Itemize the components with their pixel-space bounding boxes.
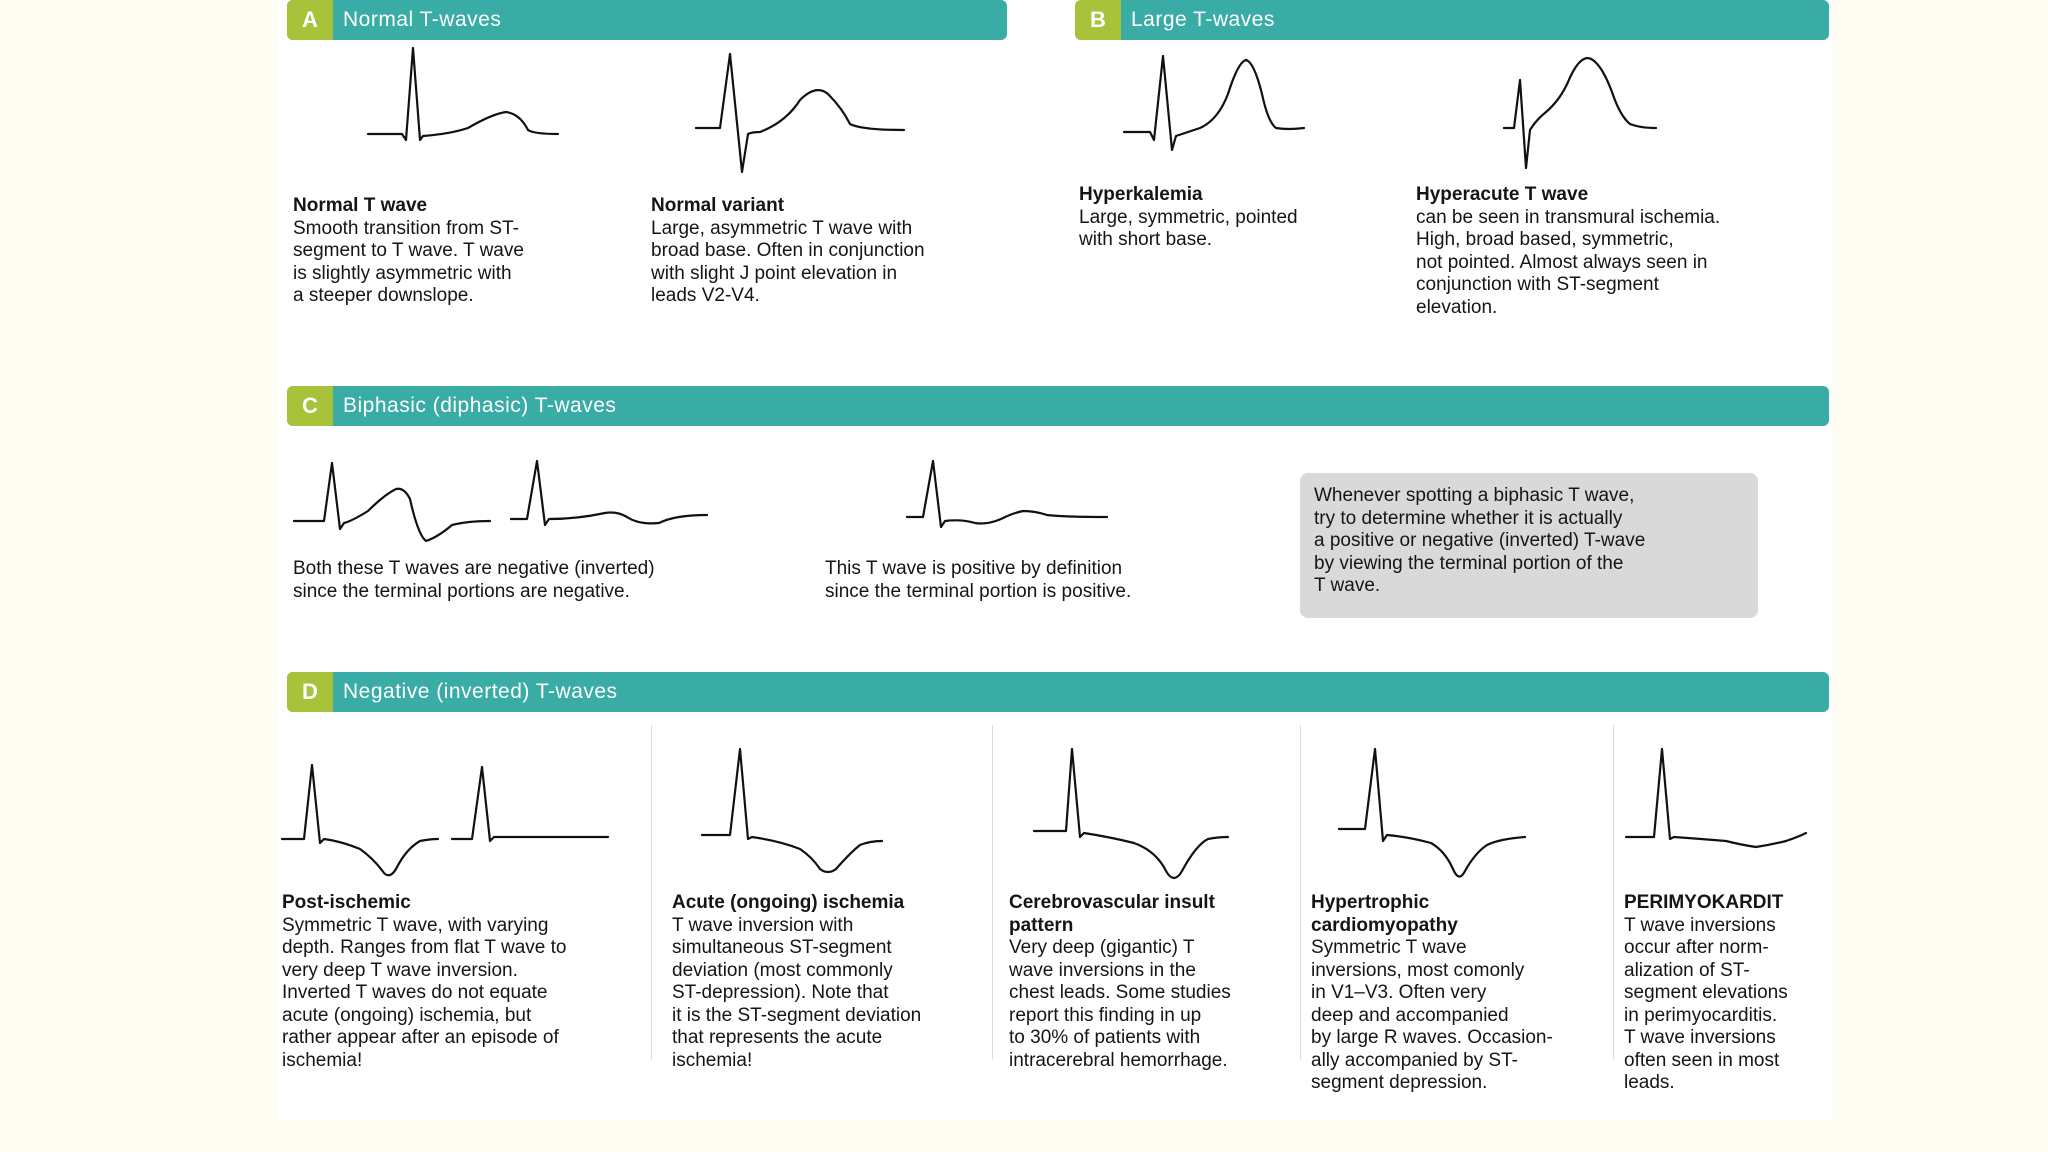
- normal-t-wave-block: [293, 195, 623, 308]
- biphasic-note-box: [1300, 473, 1758, 618]
- post-ischemic-block: [282, 892, 647, 1072]
- post-ischemic-trace-1: [280, 755, 450, 880]
- section-d-title: Negative (inverted) T-waves: [343, 680, 618, 703]
- normal-variant-trace: [690, 48, 910, 178]
- acute-ischemia-title: Acute (ongoing) ischemia: [672, 892, 905, 913]
- perimyokardit-text: T wave inversions occur after norm- alization of ST- segment elevations in perimyocarditis. T wave inversions often seen in most leads.: [1624, 914, 1788, 1093]
- section-a-header: [287, 0, 1007, 40]
- hyperacute-text: can be seen in transmural ischemia. High, broad based, symmetric, not pointed. Almost always seen in conjunction with ST-segment elevation.: [1416, 206, 1721, 318]
- section-b-badge: B: [1075, 0, 1121, 40]
- biphasic-negative-trace-2: [507, 455, 712, 535]
- hyperkalemia-trace: [1118, 50, 1308, 160]
- perimyokardit-block: [1624, 892, 1839, 1095]
- biphasic-negative-caption: Both these T waves are negative (inverted) since the terminal portions are negative.: [293, 558, 655, 602]
- section-c-header: [287, 386, 1829, 426]
- post-ischemic-trace-2: [450, 755, 620, 845]
- acute-ischemia-block: [672, 892, 997, 1072]
- section-b-header: [1075, 0, 1829, 40]
- divider: [651, 725, 652, 1060]
- cerebrovascular-trace: [1030, 745, 1235, 890]
- section-b-title: Large T-waves: [1131, 8, 1275, 31]
- perimyokardit-trace: [1622, 745, 1812, 855]
- normal-variant-block: [651, 195, 1011, 308]
- normal-t-wave-text: Smooth transition from ST- segment to T wave. T wave is slightly asymmetric with a steeper downslope.: [293, 217, 524, 306]
- biphasic-positive-trace: [905, 455, 1110, 535]
- hyperacute-trace: [1500, 50, 1670, 175]
- hyperacute-block: [1416, 184, 1826, 319]
- section-a-badge: A: [287, 0, 333, 40]
- perimyokardit-title: PERIMYOKARDIT: [1624, 892, 1784, 913]
- hypertrophic-text: Symmetric T wave inversions, most comonly in V1–V3. Often very deep and accompanied by large R waves. Occasion- ally accompanied by ST- segment depression.: [1311, 937, 1553, 1093]
- normal-variant-title: Normal variant: [651, 195, 785, 216]
- biphasic-note-text: Whenever spotting a biphasic T wave, try to determine whether it is actually a positive or negative (inverted) T-wave by viewing the terminal portion of the T wave.: [1314, 485, 1646, 596]
- section-d-badge: D: [287, 672, 333, 712]
- post-ischemic-text: Symmetric T wave, with varying depth. Ranges from flat T wave to very deep T wave inversion. Inverted T waves do not equate acute (ongoing) ischemia, but rather appear after an episode of ischemia!: [282, 914, 567, 1071]
- hypertrophic-block: [1311, 892, 1616, 1095]
- hyperkalemia-title: Hyperkalemia: [1079, 184, 1203, 205]
- biphasic-positive-caption: This T wave is positive by definition since the terminal portion is positive.: [825, 558, 1132, 602]
- section-d-header: [287, 672, 1829, 712]
- cerebrovascular-block: [1009, 892, 1304, 1072]
- hypertrophic-title: Hypertrophic cardiomyopathy: [1311, 892, 1458, 936]
- acute-ischemia-text: T wave inversion with simultaneous ST-segment deviation (most commonly ST-depression). Note that it is the ST-segment deviation that represents the acute ischemia!: [672, 914, 922, 1071]
- hyperkalemia-block: [1079, 184, 1399, 252]
- section-c-badge: C: [287, 386, 333, 426]
- cerebrovascular-text: Very deep (gigantic) T wave inversions in the chest leads. Some studies report this finding in up to 30% of patients with intracerebral hemorrhage.: [1009, 937, 1231, 1071]
- biphasic-negative-trace-1: [292, 455, 492, 545]
- normal-t-wave-title: Normal T wave: [293, 195, 428, 216]
- hyperacute-title: Hyperacute T wave: [1416, 184, 1589, 205]
- post-ischemic-title: Post-ischemic: [282, 892, 411, 913]
- hypertrophic-trace: [1335, 745, 1535, 890]
- hyperkalemia-text: Large, symmetric, pointed with short base.: [1079, 206, 1298, 250]
- section-c-title: Biphasic (diphasic) T-waves: [343, 394, 617, 417]
- acute-ischemia-trace: [700, 745, 890, 880]
- section-a-title: Normal T-waves: [343, 8, 502, 31]
- cerebrovascular-title: Cerebrovascular insult pattern: [1009, 892, 1215, 936]
- normal-t-wave-trace: [360, 40, 560, 150]
- normal-variant-text: Large, asymmetric T wave with broad base. Often in conjunction with slight J point elevation in leads V2-V4.: [651, 217, 925, 306]
